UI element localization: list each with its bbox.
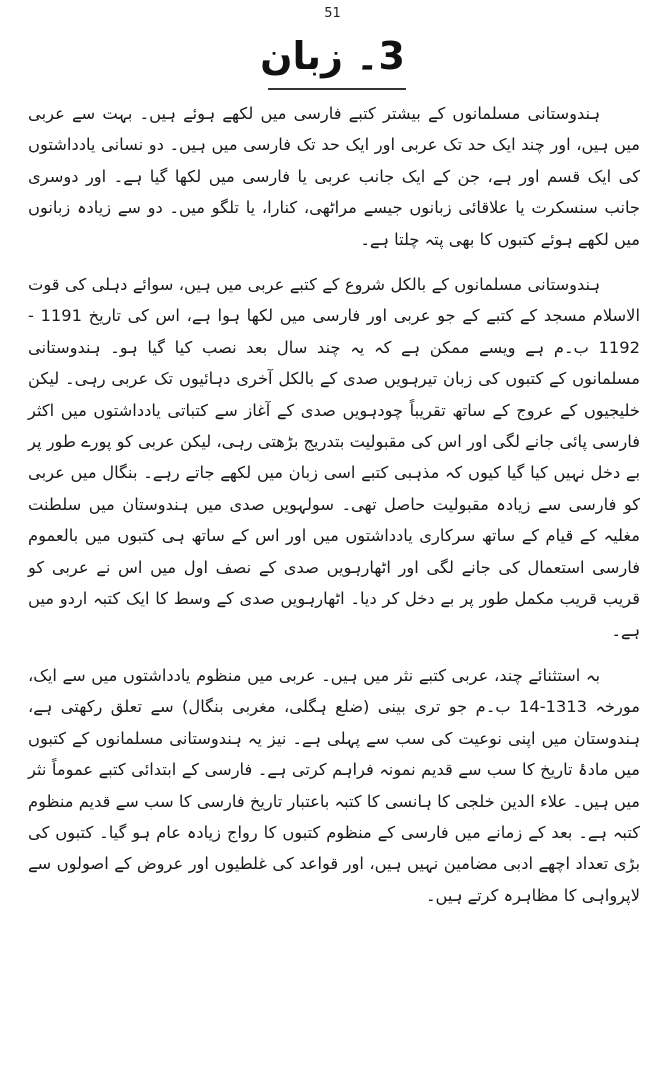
chapter-title: 3۔ زبان <box>260 34 405 78</box>
page-number: 51 <box>324 6 341 21</box>
body-text <box>28 98 640 911</box>
paragraph-1: ہندوستانی مسلمانوں کے بیشتر کتبے فارسی میں لکھے ہوئے ہیں۔ بہت سے عربی میں ہیں، اور چند ایک حد تک عربی اور ایک حد تک فارسی میں ہیں۔ دو نسانی یادداشتوں کی ایک قسم اور ہے، جن کے ایک جانب عربی یا فارسی میں لکھا گیا ہے۔ اور دوسری جانب سنسکرت یا علاقائی زبانوں جیسے مراٹھی، کنارا، یا تلگو میں۔ دو سے زیادہ زبانوں میں لکھے ہوئے کتبوں کا بھی پتہ چلتا ہے۔ <box>28 104 640 249</box>
paragraph-3: بہ استثنائے چند، عربی کتبے نثر میں ہیں۔ عربی میں منظوم یادداشتوں میں سے ایک، مورخہ 1313-14 ب۔م جو تری بینی (ضلع ہگلی، مغربی بنگال) سے تعلق رکھتی ہے، ہندوستان میں اپنی نوعیت کی سب سے پہلی ہے۔ نیز یہ ہندوستانی مسلمانوں کے کتبوں میں مادۂ تاریخ کا سب سے قدیم نمونہ فراہم کرتی ہے۔ فارسی کے ابتدائی کتبے عموماً نثر میں ہیں۔ علاء الدین خلجی کا ہانسی کا کتبہ باعتبار تاریخ فارسی کا سب سے قدیم منظوم کتبہ ہے۔ بعد کے زمانے میں فارسی کے منظوم کتبوں کا رواج زیادہ عام ہو گیا۔ کتبوں کی بڑی تعداد اچھے ادبی مضامین نہیں ہیں، اور قواعد کی غلطیوں اور عروض کے اصولوں سے لاپرواہی کا مظاہرہ کرتے ہیں۔ <box>28 665 640 905</box>
title-underline <box>268 88 406 90</box>
paragraph-2: ہندوستانی مسلمانوں کے بالکل شروع کے کتبے عربی میں ہیں، سوائے دہلی کی قوت الاسلام مسجد کے کتبے کے جو عربی اور فارسی میں لکھا ہوا ہے، اس کی تاریخ 1191 - 1192 ب۔م ہے ویسے ممکن ہے کہ یہ چند سال بعد نصب کیا گیا ہو۔ ہندوستانی مسلمانوں کے کتبوں کی زبان تیرہویں صدی کے بالکل آخری دہائیوں تک عربی رہی۔ لیکن خلیجیوں کے عروج کے ساتھ تقریباً چودہویں صدی کے آغاز سے کتباتی یادداشتوں میں اکثر فارسی پائی جانے لگی اور اس کی مقبولیت بتدریج بڑھتی رہی، لیکن عربی کو پورے طور پر بے دخل نہیں کیا گیا کیوں کہ مذہبی کتبے اسی زبان میں لکھے جاتے رہے۔ بنگال میں عربی کو فارسی سے زیادہ مقبولیت حاصل تھی۔ سولہویں صدی میں ہندوستان میں سلطنت مغلیہ کے قیام کے ساتھ سرکاری یادداشتوں میں اور اس کے ساتھ ہی کتبوں میں بالعموم فارسی استعمال کی جانے لگی اور اٹھارہویں صدی کے نصف اول میں اس نے عربی کو قریب قریب مکمل طور پر بے دخل کر دیا۔ اٹھارہویں صدی کے وسط کا ایک کتبہ اردو میں ہے۔ <box>28 275 640 640</box>
